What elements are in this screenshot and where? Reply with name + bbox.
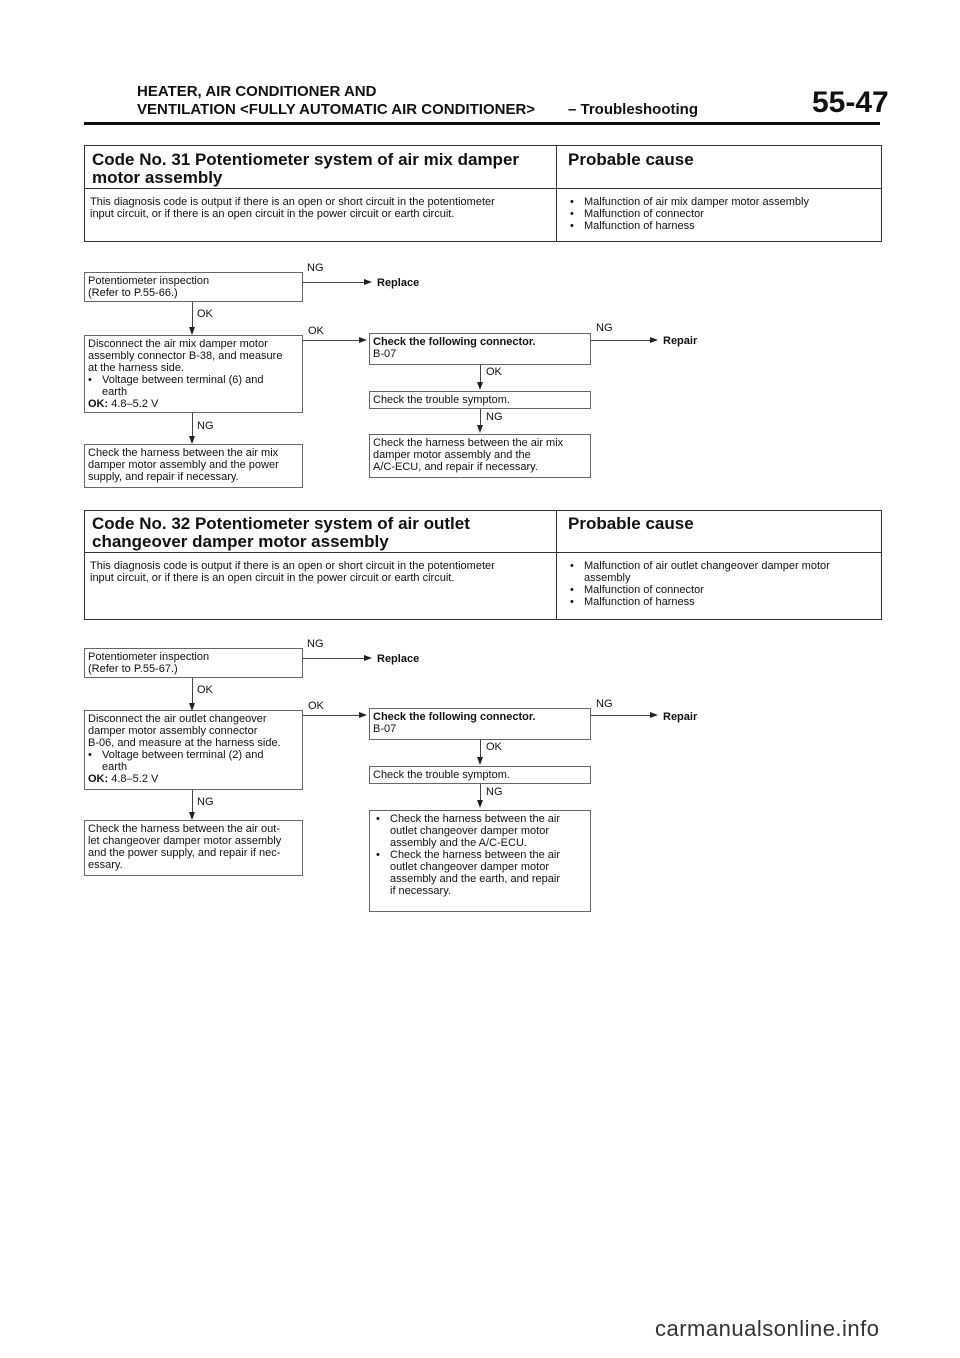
header-title-line1: HEATER, AIR CONDITIONER AND [137,83,377,100]
code32-harness1-line4: essary. [88,859,123,871]
code31-arrowhead-connector [359,337,367,343]
code32-step2-ok-key: OK: [88,773,109,785]
code31-arrow-ok-1 [192,302,193,328]
code32-h2-b1-l3: assembly and the A/C-ECU. [390,837,527,849]
code31-step2-ok-key: OK: [88,398,109,410]
code32-harness1-line3: and the power supply, and repair if nec- [88,847,281,859]
code32-cause-2: • Malfunction of connector [570,584,704,596]
code32-h2-b1-l1: • Check the harness between the air [376,813,587,825]
code31-step2-ok-val: 4.8–5.2 V [111,398,159,410]
code31-arrow-connector [303,340,360,341]
code31-ng-label-3: NG [486,411,503,423]
page-number: 55-47 [812,86,889,119]
code32-harness1-line2: let changeover damper motor assembly [88,835,282,847]
code31-description-line1: This diagnosis code is output if there is an open or short circuit in the potentiometer [90,196,495,208]
code31-step2-bullet1: • Voltage between terminal (6) and [88,374,299,386]
code32-arrow-connector [303,715,360,716]
code32-cause-3: • Malfunction of harness [570,596,695,608]
code31-arrowhead-ok-3 [477,382,483,390]
code32-step1-line1: Potentiometer inspection [88,651,210,663]
code32-h2-b2-l3: assembly and the earth, and repair [390,873,560,885]
code31-harness2-line2: damper motor assembly and the [373,449,531,461]
code31-step2-bullet2: earth [102,386,128,398]
code32-arrowhead-repair [650,712,658,718]
code31-arrow-repair [591,340,651,341]
code32-repair: Repair [663,711,698,723]
code32-connector-id: B-07 [373,723,397,735]
code32-ok-label-2: OK [308,700,324,712]
code31-cause-3: • Malfunction of harness [570,220,695,232]
code31-step1-box [84,272,303,302]
code31-step2-line1: Disconnect the air mix damper motor [88,338,268,350]
code31-cause-2: • Malfunction of connector [570,208,704,220]
code32-step2-line3: B-06, and measure at the harness side. [88,737,281,749]
code32-trouble-box [369,766,591,784]
code32-arrowhead-connector [359,712,367,718]
header-section: – Troubleshooting [568,101,698,118]
code31-ng-label-1: NG [307,262,324,274]
code32-ng-label-1: NG [307,638,324,650]
code32-ng-label-4: NG [197,796,214,808]
code31-arrowhead-ng-3 [477,425,483,433]
code31-title-line2: motor assembly [92,168,223,187]
code32-divider-v [556,510,557,619]
header-rule [84,122,880,125]
code32-description-line2: input circuit, or if there is an open circuit in the power circuit or earth circuit. [90,572,455,584]
code32-step2-line1: Disconnect the air outlet changeover [88,713,267,725]
code32-arrowhead-replace [364,655,372,661]
code31-harness1-line2: damper motor assembly and the power [88,459,279,471]
code32-step1-box [84,648,303,678]
code31-arrowhead-repair [650,337,658,343]
code32-step2-box [84,710,303,790]
code32-description-line1: This diagnosis code is output if there is an open or short circuit in the potentiometer [90,560,495,572]
code32-h2-b2-l1: • Check the harness between the air [376,849,587,861]
code31-connector-title: Check the following connector. [373,336,536,348]
code31-harness1-line3: supply, and repair if necessary. [88,471,239,483]
code32-h2-b2-l4: if necessary. [390,885,451,897]
code32-replace: Replace [377,653,420,665]
code31-connector-id: B-07 [373,348,397,360]
code31-harness2-line1: Check the harness between the air mix [373,437,564,449]
code31-arrow-ng-4 [192,413,193,437]
code31-ok-label-2: OK [308,325,324,337]
code31-step2-box [84,335,303,413]
code32-cause-1-line2: assembly [584,572,631,584]
code32-harness2-box [369,810,591,912]
code31-arrow-ok-3 [480,365,481,383]
code32-arrow-ok-3 [480,740,481,758]
code32-ng-label-2: NG [596,698,613,710]
code32-step2-line2: damper motor assembly connector [88,725,258,737]
code31-step1-line1: Potentiometer inspection [88,275,210,287]
code32-h2-b1-l2: outlet changeover damper motor [390,825,549,837]
code31-title-line1: Code No. 31 Potentiometer system of air mix damper [92,150,520,169]
code32-ok-label-3: OK [486,741,502,753]
code32-arrow-ok-1 [192,678,193,704]
code31-arrowhead-ok-1 [189,327,195,335]
code31-harness2-box [369,434,591,478]
code31-replace: Replace [377,277,420,289]
code31-trouble: Check the trouble symptom. [373,394,510,406]
code31-arrowhead-ng-4 [189,436,195,444]
code31-harness2-line3: A/C-ECU, and repair if necessary. [373,461,538,473]
code31-harness1-line1: Check the harness between the air mix [88,447,279,459]
code31-connector-box [369,333,591,365]
code32-arrow-ng-3 [480,784,481,801]
code31-ok-label-1: OK [197,308,213,320]
header-title-line2: VENTILATION <FULLY AUTOMATIC AIR CONDITIONER> [137,101,536,118]
code32-ok-label-1: OK [197,684,213,696]
code32-trouble: Check the trouble symptom. [373,769,510,781]
watermark: carmanualsonline.info [655,1316,880,1341]
code32-arrow-repair [591,715,651,716]
code32-ng-label-3: NG [486,786,503,798]
code31-cause-1: • Malfunction of air mix damper motor assembly [570,196,809,208]
code32-divider-h [84,552,881,553]
code32-harness1-line1: Check the harness between the air out- [88,823,281,835]
code31-trouble-box [369,391,591,409]
code31-step2-line3: at the harness side. [88,362,185,374]
code32-step2-bullet2: earth [102,761,128,773]
code31-step1-line2: (Refer to P.55-66.) [88,287,178,299]
code32-step2-ok-val: 4.8–5.2 V [111,773,159,785]
code32-title-line1: Code No. 32 Potentiometer system of air outlet [92,514,470,533]
code32-arrowhead-ok-3 [477,757,483,765]
code32-cause-1-line1: • Malfunction of air outlet changeover damper motor [570,560,830,572]
code31-ng-label-4: NG [197,420,214,432]
code32-step1-line2: (Refer to P.55-67.) [88,663,178,675]
code31-divider-v [556,145,557,241]
code32-harness1-box [84,820,303,876]
code32-probable-cause-label: Probable cause [568,514,694,533]
code32-step2-bullet1: • Voltage between terminal (2) and [88,749,299,761]
code32-arrowhead-ng-3 [477,800,483,808]
code31-probable-cause-label: Probable cause [568,150,694,169]
code32-arrow-replace [303,658,365,659]
code31-repair: Repair [663,335,698,347]
code32-connector-box [369,708,591,740]
code31-arrow-ng-3 [480,409,481,426]
code31-harness1-box [84,444,303,488]
code32-arrow-ng-4 [192,790,193,813]
code31-arrowhead-replace [364,279,372,285]
code31-step2-line2: assembly connector B-38, and measure [88,350,283,362]
code31-arrow-replace [303,282,365,283]
code31-description-line2: input circuit, or if there is an open circuit in the power circuit or earth circuit. [90,208,455,220]
code32-title-line2: changeover damper motor assembly [92,532,389,551]
code31-ng-label-2: NG [596,322,613,334]
code32-connector-title: Check the following connector. [373,711,536,723]
code31-ok-label-3: OK [486,366,502,378]
code31-divider-h [84,188,881,189]
code32-arrowhead-ng-4 [189,812,195,820]
code32-h2-b2-l2: outlet changeover damper motor [390,861,549,873]
